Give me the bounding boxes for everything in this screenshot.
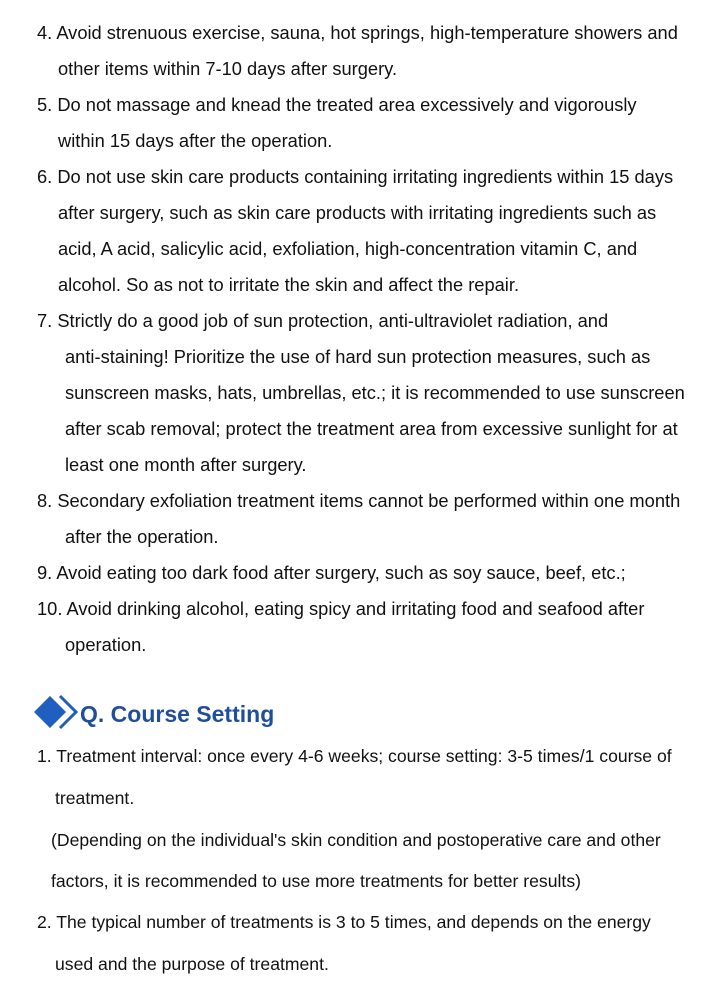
blue-diamond-icon [33, 694, 81, 730]
item-7-line-3: sunscreen masks, hats, umbrellas, etc.; it is recommended to use sunscreen [65, 382, 685, 403]
item-9-line-1: 9. Avoid eating too dark food after surgery, such as soy sauce, beef, etc.; [37, 562, 626, 583]
course-item-2-line-1: 2. The typical number of treatments is 3 to 5 times, and depends on the energy [37, 912, 651, 932]
item-7-line-5: least one month after surgery. [65, 454, 307, 475]
item-4-line-1: 4. Avoid strenuous exercise, sauna, hot springs, high-temperature showers and [37, 22, 678, 43]
item-5-line-1: 5. Do not massage and knead the treated area excessively and vigorously [37, 94, 637, 115]
item-8-line-2: after the operation. [65, 526, 219, 547]
item-6-line-4: alcohol. So as not to irritate the skin and affect the repair. [58, 274, 520, 295]
course-item-1-line-1: 1. Treatment interval: once every 4-6 weeks; course setting: 3-5 times/1 course of [37, 746, 672, 766]
item-6-line-2: after surgery, such as skin care products with irritating ingredients such as [58, 202, 657, 223]
course-item-1-line-2: treatment. [55, 788, 135, 808]
course-note-line-1: (Depending on the individual's skin condition and postoperative care and other [51, 830, 661, 850]
section-title: Q. Course Setting [80, 701, 275, 727]
item-10-line-1: 10. Avoid drinking alcohol, eating spicy and irritating food and seafood after [37, 598, 645, 619]
course-item-2-line-2: used and the purpose of treatment. [55, 954, 329, 974]
item-10-line-2: operation. [65, 634, 147, 655]
item-7-line-2: anti-staining! Prioritize the use of hard sun protection measures, such as [65, 346, 651, 367]
item-7-line-4: after scab removal; protect the treatment area from excessive sunlight for at [65, 418, 678, 439]
course-note-line-2: factors, it is recommended to use more treatments for better results) [51, 871, 581, 891]
item-8-line-1: 8. Secondary exfoliation treatment items cannot be performed within one month [37, 490, 681, 511]
item-4-line-2: other items within 7-10 days after surgery. [58, 58, 398, 79]
item-7-line-1: 7. Strictly do a good job of sun protection, anti-ultraviolet radiation, and [37, 310, 609, 331]
item-6-line-1: 6. Do not use skin care products containing irritating ingredients within 15 days [37, 166, 674, 187]
item-5-line-2: within 15 days after the operation. [58, 130, 333, 151]
item-6-line-3: acid, A acid, salicylic acid, exfoliation, high-concentration vitamin C, and [58, 238, 638, 259]
